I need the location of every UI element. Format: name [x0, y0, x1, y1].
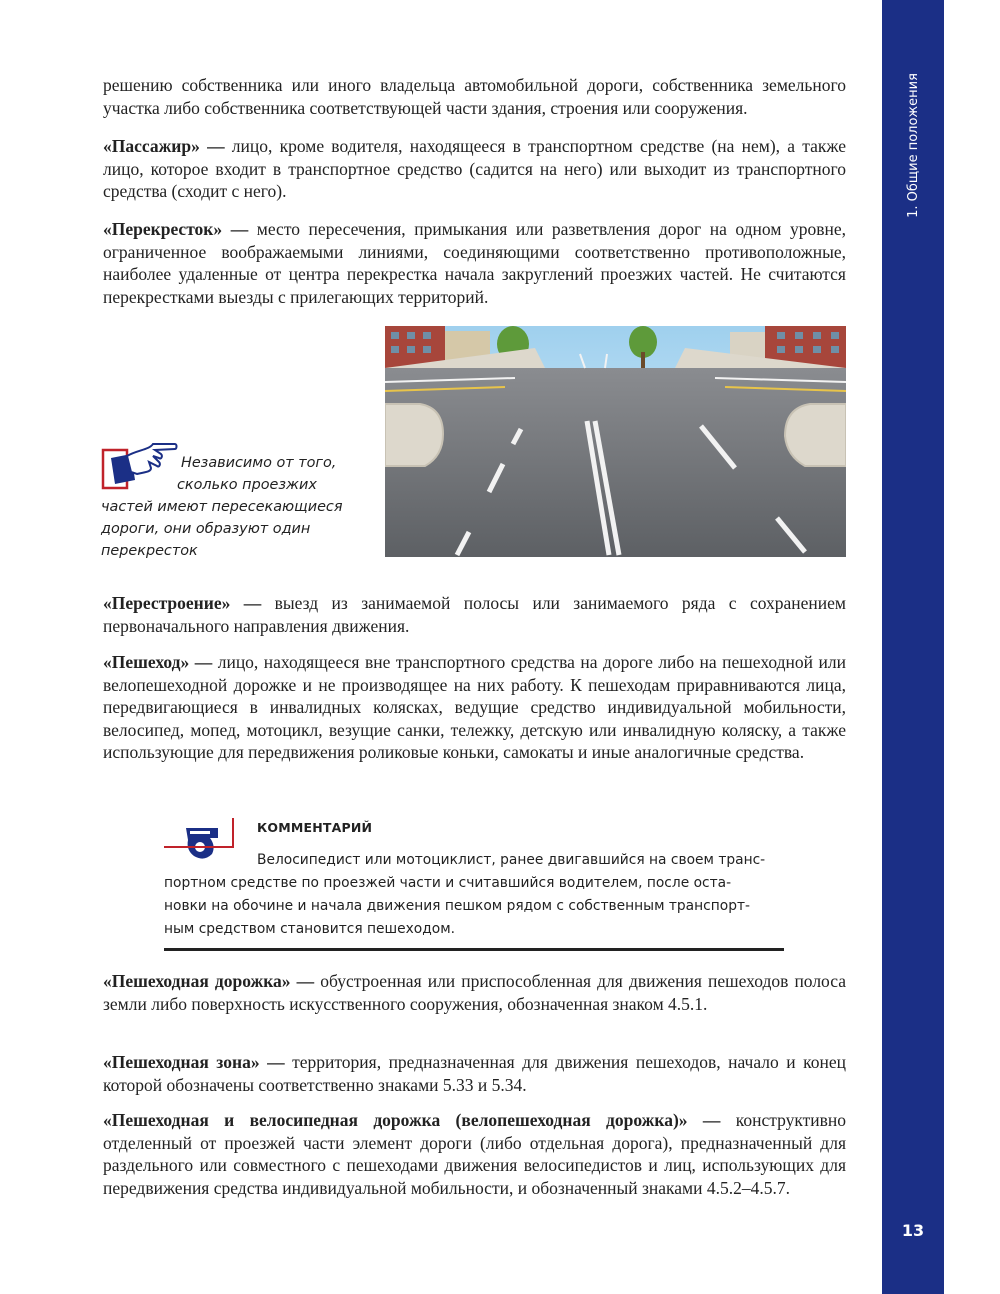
definition-text: лицо, кроме водителя, находящееся в транспортном средстве (на нем), а также лицо, которое входит в транспортное средство (садится на него) или выходит из транспортного средства (сходит с него).: [103, 136, 846, 202]
definition-passenger: [103, 135, 846, 203]
note-line: сколько проезжих: [177, 477, 317, 493]
definition-term: «Пешеходная дорожка» —: [103, 971, 315, 991]
definition-term: «Пешеходная зона» —: [103, 1052, 285, 1072]
definition-pedestrian: [103, 651, 846, 764]
page-number: 13: [901, 1221, 925, 1240]
definition-text: конструктивно отделенный от проезжей части элемент дороги (либо отдельная дорога), предназначенный для раздельного или совместного с пешеходами движения велосипедистов и лиц, использующих для передвижения средства индивидуальной мобильности, и обозначенный знаками 4.5.2–4.5.7.: [103, 1110, 847, 1198]
definition-term: «Пешеходная и велосипедная дорожка (велопешеходная дорожка)» —: [103, 1110, 721, 1130]
margin-note: [101, 452, 361, 562]
definition-term: «Перекресток» —: [103, 219, 249, 239]
comment-divider: [232, 818, 234, 848]
definition-pedestrian-zone: [103, 1051, 846, 1096]
section-title: 1. Общие положения: [905, 72, 921, 218]
intersection-illustration: [385, 326, 846, 557]
definition-cycle-footpath: [103, 1109, 846, 1199]
definition-text: обустроенная или приспособленная для движения пешеходов полоса земли либо поверхность искусственного сооружения, обозначенная знаком 4.5.1.: [103, 971, 846, 1014]
comment-divider: [164, 846, 232, 848]
intro-paragraph: решению собственника или иного владельца автомобильной дороги, собственника земельного участка либо собственника соответствующей части здания, строения или сооружения.: [103, 75, 846, 118]
definition-text: выезд из занимаемой полосы или занимаемого ряда с сохранением первоначального направления движения.: [103, 593, 847, 636]
note-line: дороги, они образуют один: [101, 521, 311, 537]
definition-lane-change: [103, 592, 846, 637]
definition-footpath: [103, 970, 846, 1015]
note-line: частей имеют пересекающиеся: [101, 499, 343, 515]
section-sidebar: [882, 0, 944, 1294]
comment-divider: [164, 948, 784, 951]
definition-term: «Перестроение» —: [103, 593, 262, 613]
definition-term: «Пешеход» —: [103, 652, 213, 672]
definition-text: лицо, находящееся вне транспортного средства на дороге либо на пешеходной или велопешеходной дорожке и не производящее на них работу. К пешеходам приравниваются лица, передвигающиеся в инвалидных колясках, ведущие средство индивидуальной мобильности, велосипед, мопед, мотоцикл, везущие санки, тележку, детскую или инвалидную коляску, а также использующие для передвижения роликовые коньки, самокаты и иные аналогичные средства.: [103, 652, 846, 763]
definition-text: территория, предназначенная для движения пешеходов, начало и конец которой обозначены соответственно знаками 5.33 и 5.34.: [103, 1052, 846, 1095]
comment-line: Велосипедист или мотоциклист, ранее двигавшийся на своем транс-: [257, 852, 766, 868]
definition-intersection: [103, 218, 846, 308]
definition-text: место пересечения, примыкания или разветвления дорог на одном уровне, ограниченное воображаемыми линиями, соединяющими соответственно противоположные, наиболее удаленные от центра перекрестка начала закруглений проезжих частей. Не считаются перекрестками выезды с прилегающих территорий.: [103, 219, 846, 307]
comment-box: [164, 818, 784, 954]
note-line: перекресток: [101, 543, 198, 559]
comment-line: портном средстве по проезжей части и считавшийся водителем, после оста-: [164, 875, 732, 891]
note-line: Независимо от того,: [181, 455, 337, 471]
comment-text: [164, 849, 784, 941]
comment-line: ным средством становится пешеходом.: [164, 921, 456, 937]
comment-heading: КОММЕНТАРИЙ: [257, 820, 373, 835]
comment-line: новки на обочине и начала движения пешком рядом с собственным транспорт-: [164, 898, 750, 914]
definition-term: «Пассажир» —: [103, 136, 225, 156]
